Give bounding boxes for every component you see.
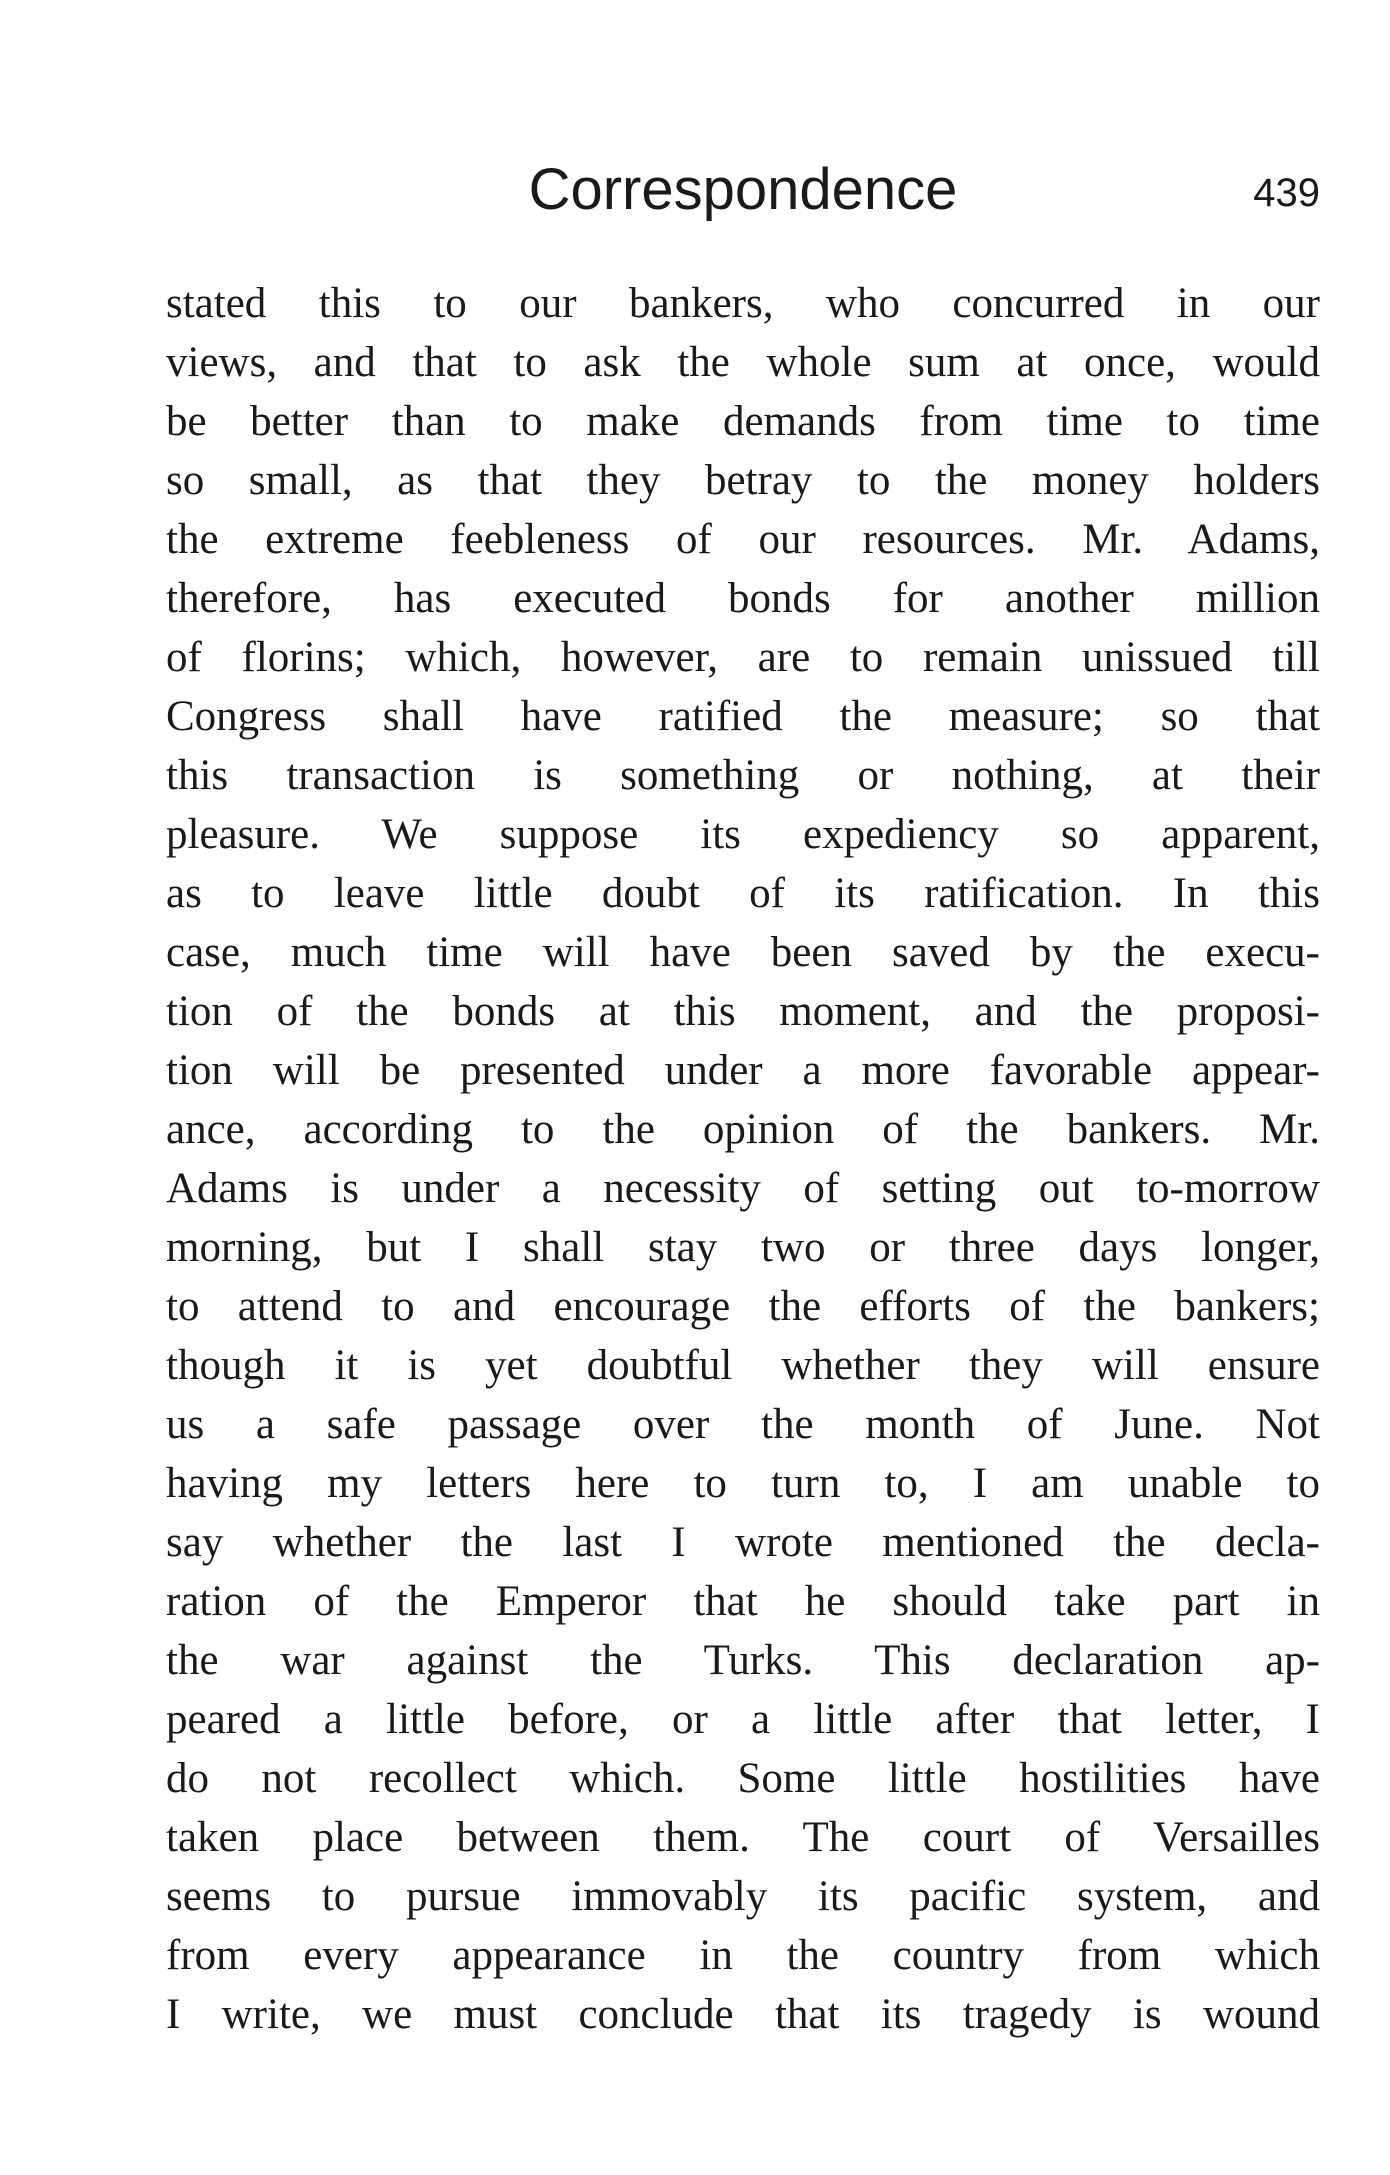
text-line: ance, according to the opinion of the bankers. Mr. — [166, 1106, 1320, 1153]
text-line: Adams is under a necessity of setting out to-morrow — [166, 1165, 1320, 1212]
text-line: I write, we must conclude that its tragedy is wound — [166, 1991, 1320, 2038]
text-line: be better than to make demands from time to time — [166, 398, 1320, 445]
text-line: do not recollect which. Some little hostilities have — [166, 1755, 1320, 1802]
text-line: views, and that to ask the whole sum at once, would — [166, 339, 1320, 386]
text-line: this transaction is something or nothing, at their — [166, 752, 1320, 799]
text-line: to attend to and encourage the efforts of the bankers; — [166, 1283, 1320, 1330]
text-line: say whether the last I wrote mentioned the decla- — [166, 1519, 1320, 1566]
text-line: so small, as that they betray to the money holders — [166, 457, 1320, 504]
body-text — [166, 274, 1320, 2044]
text-line: case, much time will have been saved by the execu- — [166, 929, 1320, 976]
text-line: tion will be presented under a more favorable appear- — [166, 1047, 1320, 1094]
page-number: 439 — [1253, 171, 1320, 215]
text-line: peared a little before, or a little after that letter, I — [166, 1696, 1320, 1743]
text-line: of florins; which, however, are to remain unissued till — [166, 634, 1320, 681]
running-head — [166, 150, 1320, 230]
running-title: Correspondence — [528, 157, 958, 222]
text-line: morning, but I shall stay two or three days longer, — [166, 1224, 1320, 1271]
text-line: seems to pursue immovably its pacific system, and — [166, 1873, 1320, 1920]
text-line: therefore, has executed bonds for another million — [166, 575, 1320, 622]
text-line: Congress shall have ratified the measure; so that — [166, 693, 1320, 740]
text-line: stated this to our bankers, who concurred in our — [166, 280, 1320, 327]
text-line: the war against the Turks. This declaration ap- — [166, 1637, 1320, 1684]
text-line: us a safe passage over the month of June. Not — [166, 1401, 1320, 1448]
text-line: as to leave little doubt of its ratification. In this — [166, 870, 1320, 917]
text-line: from every appearance in the country from which — [166, 1932, 1320, 1979]
text-line: though it is yet doubtful whether they will ensure — [166, 1342, 1320, 1389]
text-line: the extreme feebleness of our resources. Mr. Adams, — [166, 516, 1320, 563]
text-line: ration of the Emperor that he should take part in — [166, 1578, 1320, 1625]
text-line: tion of the bonds at this moment, and the proposi- — [166, 988, 1320, 1035]
text-line: pleasure. We suppose its expediency so apparent, — [166, 811, 1320, 858]
text-line: taken place between them. The court of Versailles — [166, 1814, 1320, 1861]
text-line: having my letters here to turn to, I am unable to — [166, 1460, 1320, 1507]
